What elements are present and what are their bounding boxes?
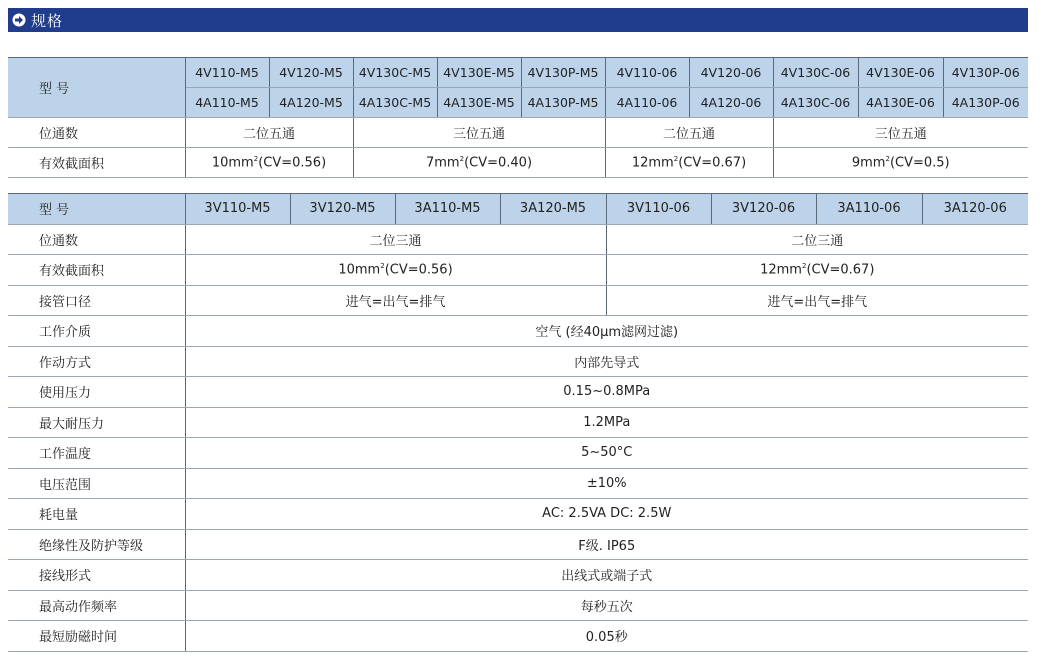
area-cell: $10mm^2(CV=0.56)$	[185, 148, 353, 178]
model-cell: 3A120-06	[922, 194, 1028, 225]
model-cell: 4A110-06	[605, 88, 689, 118]
model-cell: 3V120-06	[711, 194, 816, 225]
area-label: 有效截面积	[8, 255, 185, 286]
model-cell: 3A110-M5	[395, 194, 500, 225]
area-cell: $9mm^2(CV=0.5)$	[773, 148, 1028, 178]
model-cell: 3A120-M5	[500, 194, 606, 225]
port-cell: 进气=出气=排气	[606, 285, 1028, 316]
model-cell: 4V130C-M5	[353, 58, 437, 88]
position-label: 位通数	[8, 118, 185, 148]
spec-value: F级. IP65	[185, 529, 1028, 560]
position-cell: 二位五通	[605, 118, 773, 148]
spec-label: 使用压力	[8, 377, 185, 408]
area-cell: $12mm^2(CV=0.67)$	[606, 255, 1028, 286]
position-cell: 二位三通	[185, 224, 606, 255]
model-cell: 4A120-06	[689, 88, 773, 118]
model-cell: 4A130P-06	[943, 88, 1028, 118]
model-cell: 4V120-06	[689, 58, 773, 88]
table-row	[8, 58, 1028, 88]
spec-label: 最高动作频率	[8, 590, 185, 621]
table-row	[8, 590, 1028, 621]
model-cell: 4V110-06	[605, 58, 689, 88]
model-cell: 4V110-M5	[185, 58, 269, 88]
model-cell: 4A130C-M5	[353, 88, 437, 118]
table-row	[8, 148, 1028, 178]
spec-label: 工作介质	[8, 316, 185, 347]
port-label: 接管口径	[8, 285, 185, 316]
position-cell: 二位五通	[185, 118, 353, 148]
spec-value: 内部先导式	[185, 346, 1028, 377]
spec-value: AC: 2.5VA DC: 2.5W	[185, 499, 1028, 530]
spec-label: 电压范围	[8, 468, 185, 499]
model-cell: 4V130E-06	[858, 58, 943, 88]
spec-label: 耗电量	[8, 499, 185, 530]
table-row	[8, 346, 1028, 377]
table-row	[8, 499, 1028, 530]
model-cell: 4A110-M5	[185, 88, 269, 118]
table-row	[8, 621, 1028, 652]
model-cell: 4A130C-06	[773, 88, 858, 118]
table-row	[8, 529, 1028, 560]
position-cell: 三位五通	[353, 118, 605, 148]
table-row	[8, 194, 1028, 225]
area-cell: $12mm^2(CV=0.67)$	[605, 148, 773, 178]
model-cell: 4V130E-M5	[437, 58, 521, 88]
table-row	[8, 468, 1028, 499]
spec-value: 5~50°C	[185, 438, 1028, 469]
model-cell: 3V120-M5	[290, 194, 395, 225]
model-cell: 4A130E-M5	[437, 88, 521, 118]
model-cell: 4V130P-06	[943, 58, 1028, 88]
spec-label: 最短励磁时间	[8, 621, 185, 652]
area-label: 有效截面积	[8, 148, 185, 178]
area-cell: $10mm^2(CV=0.56)$	[185, 255, 606, 286]
spec-value: 每秒五次	[185, 590, 1028, 621]
model-cell: 4V130C-06	[773, 58, 858, 88]
table-row	[8, 560, 1028, 591]
spec-value: 1.2MPa	[185, 407, 1028, 438]
model-cell: 4A120-M5	[269, 88, 353, 118]
model-cell: 4V120-M5	[269, 58, 353, 88]
spec-label: 作动方式	[8, 346, 185, 377]
position-label: 位通数	[8, 224, 185, 255]
spec-label: 接线形式	[8, 560, 185, 591]
model-label: 型 号	[8, 194, 185, 225]
spec-label: 工作温度	[8, 438, 185, 469]
section-title: 规格	[31, 11, 64, 30]
spec-value: 0.15~0.8MPa	[185, 377, 1028, 408]
port-cell: 进气=出气=排气	[185, 285, 606, 316]
table-row	[8, 255, 1028, 286]
spec-label: 绝缘性及防护等级	[8, 529, 185, 560]
section-header	[8, 8, 1028, 32]
model-cell: 4A130E-06	[858, 88, 943, 118]
table-row	[8, 438, 1028, 469]
table-row	[8, 316, 1028, 347]
table-row	[8, 118, 1028, 148]
position-cell: 三位五通	[773, 118, 1028, 148]
spec-value: ±10%	[185, 468, 1028, 499]
table-row	[8, 285, 1028, 316]
spec-table-3-series	[8, 193, 1028, 652]
spec-value: 出线式或端子式	[185, 560, 1028, 591]
model-cell: 4A130P-M5	[521, 88, 605, 118]
model-cell: 3A110-06	[816, 194, 922, 225]
model-label: 型 号	[8, 58, 185, 118]
table-row	[8, 377, 1028, 408]
model-cell: 3V110-06	[606, 194, 711, 225]
spec-value: 空气 (经40μm滤网过滤)	[185, 316, 1028, 347]
model-cell: 4V130P-M5	[521, 58, 605, 88]
spec-table-4-series	[8, 57, 1028, 178]
model-cell: 3V110-M5	[185, 194, 290, 225]
arrow-right-circle-icon	[12, 13, 26, 27]
table-row	[8, 407, 1028, 438]
area-cell: $7mm^2(CV=0.40)$	[353, 148, 605, 178]
position-cell: 二位三通	[606, 224, 1028, 255]
spec-label: 最大耐压力	[8, 407, 185, 438]
spec-value: 0.05秒	[185, 621, 1028, 652]
table-row	[8, 224, 1028, 255]
